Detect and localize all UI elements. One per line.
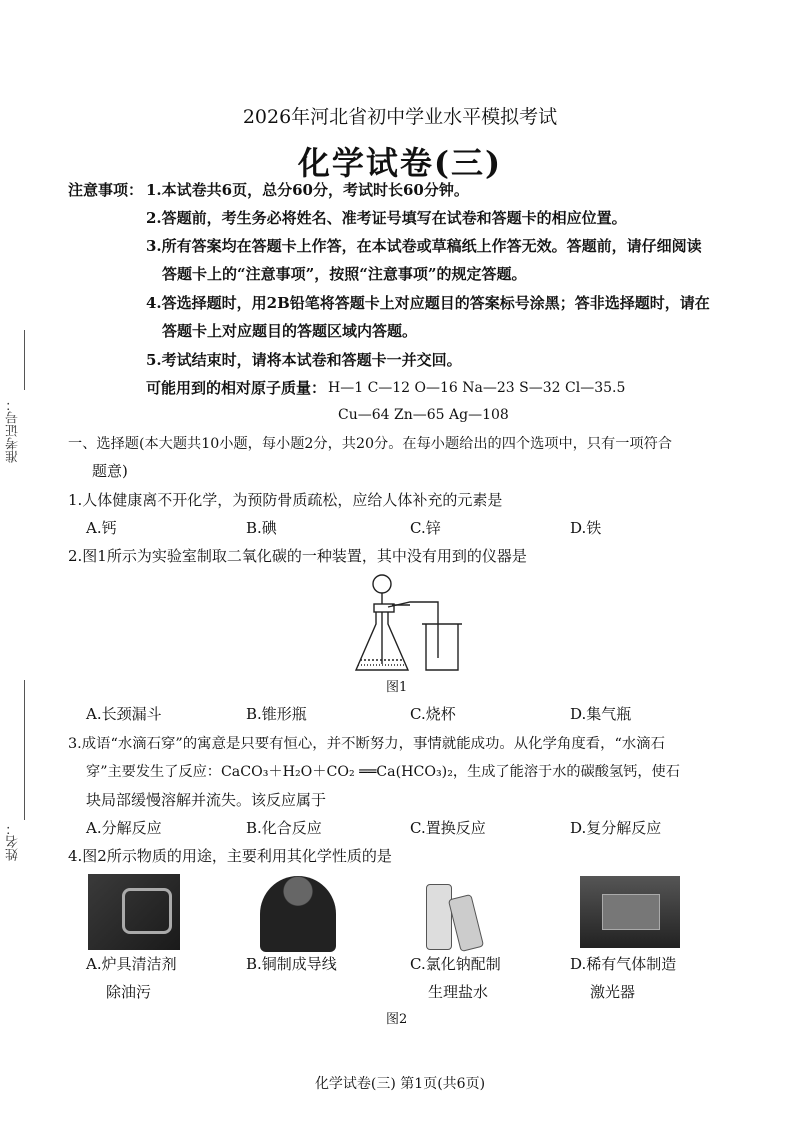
q2-option-b: B.锥形瓶 [246, 705, 307, 723]
stove-cleaner-photo [88, 874, 180, 950]
notes-item-4: 4.答选择题时，用2B铅笔将答题卡上对应题目的答案标号涂黑；答非选择题时，请在 [146, 294, 710, 312]
q2-option-c: C.烧杯 [410, 705, 456, 723]
candidate-number-label: 准考证号： [6, 398, 21, 463]
co2-apparatus-figure [350, 572, 470, 682]
q4-option-a-line-1: A.炉具清洁剂 [86, 955, 177, 973]
copper-wire-photo [260, 876, 336, 952]
q3-line-1: 3.成语“水滴石穿”的寓意是只要有恒心，并不断努力，事情就能成功。从化学角度看，“水滴石 [68, 736, 666, 752]
notes-item-3-cont: 答题卡上的“注意事项”，按照“注意事项”的规定答题。 [162, 265, 527, 283]
atomic-mass-line-2: Cu—64 Zn—65 Ag—108 [338, 407, 509, 423]
name-line [24, 680, 25, 820]
notes-item-3: 3.所有答案均在答题卡上作答，在本试卷或草稿纸上作答无效。答题前，请仔细阅读 [146, 237, 702, 255]
q4-stem: 4.图2所示物质的用途，主要利用其化学性质的是 [68, 847, 392, 865]
notes-heading: 注意事项： [68, 181, 144, 199]
q3-line-2: 穿”主要发生了反应：CaCO₃＋H₂O＋CO₂ ══Ca(HCO₃)₂，生成了能溶于水的碳酸氢钙，使石 [86, 764, 680, 780]
q4-option-d-line-2: 激光器 [590, 983, 636, 1001]
notes-item-5: 5.考试结束时，请将本试卷和答题卡一并交回。 [146, 351, 462, 369]
figure-1-caption: 图1 [386, 680, 408, 695]
q3-option-d: D.复分解反应 [570, 819, 662, 837]
section-heading-line-1: 一、选择题(本大题共10小题，每小题2分，共20分。在每小题给出的四个选项中，只有一项符合 [68, 436, 672, 452]
q3-line-3: 块局部缓慢溶解并流失。该反应属于 [86, 791, 327, 809]
candidate-number-line [24, 330, 25, 390]
q4-option-c-line-2: 生理盐水 [428, 983, 489, 1001]
q1-option-c: C.锌 [410, 519, 441, 537]
saline-bottles-photo [422, 880, 482, 950]
q1-option-a: A.钙 [86, 519, 117, 537]
q1-option-d: D.铁 [570, 519, 602, 537]
notes-item-4-cont: 答题卡上对应题目的答题区域内答题。 [162, 322, 418, 340]
section-heading-line-2: 题意) [92, 462, 128, 480]
q4-option-a-line-2: 除油污 [106, 983, 152, 1001]
page-footer: 化学试卷(三) 第1页(共6页) [314, 1076, 486, 1092]
q4-option-b-line-1: B.铜制成导线 [246, 955, 337, 973]
laser-device-photo [580, 876, 680, 948]
q2-option-a: A.长颈漏斗 [86, 705, 162, 723]
atomic-mass-label: 可能用到的相对原子质量： [146, 379, 327, 397]
q3-option-b: B.化合反应 [246, 819, 322, 837]
atomic-mass-line-1: H—1 C—12 O—16 Na—23 S—32 Cl—35.5 [328, 380, 626, 396]
q2-stem: 2.图1所示为实验室制取二氧化碳的一种装置，其中没有用到的仪器是 [68, 547, 527, 565]
notes-item-2: 2.答题前，考生务必将姓名、准考证号填写在试卷和答题卡的相应位置。 [146, 209, 627, 227]
q3-option-c: C.置换反应 [410, 819, 486, 837]
figure-2-caption: 图2 [386, 1012, 408, 1027]
exam-title: 2026年河北省初中学业水平模拟考试 [242, 106, 558, 128]
q1-stem: 1.人体健康离不开化学，为预防骨质疏松，应给人体补充的元素是 [68, 491, 503, 509]
name-label: 姓名： [6, 822, 21, 861]
q3-option-a: A.分解反应 [86, 819, 162, 837]
q2-option-d: D.集气瓶 [570, 705, 632, 723]
q4-option-c-line-1: C.氯化钠配制 [410, 955, 501, 973]
q4-option-d-line-1: D.稀有气体制造 [570, 955, 677, 973]
notes-item-1: 1.本试卷共6页，总分60分，考试时长60分钟。 [146, 181, 469, 199]
q1-option-b: B.碘 [246, 519, 277, 537]
subject-title: 化学试卷(三) [297, 144, 503, 182]
